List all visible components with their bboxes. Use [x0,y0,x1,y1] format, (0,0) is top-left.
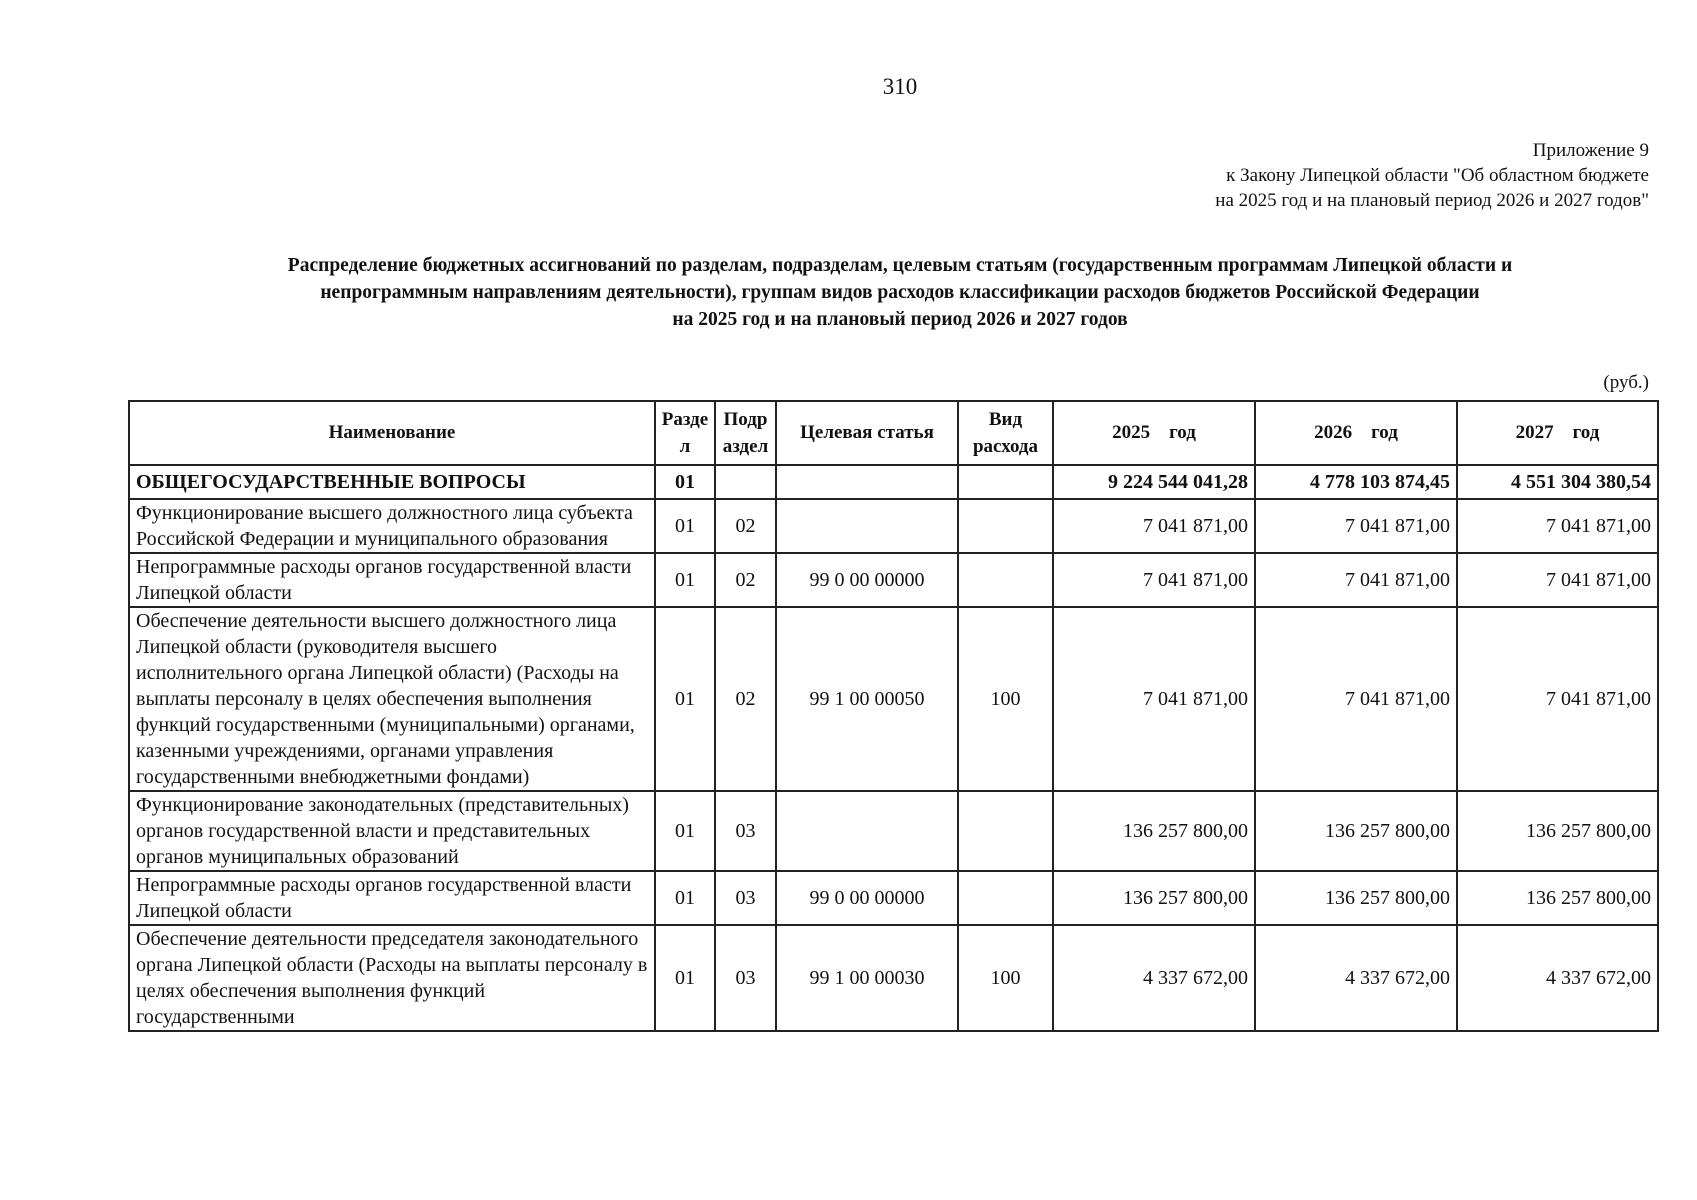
header-section [655,401,715,465]
header-subsection [715,401,776,465]
row-expense-type: 100 [958,607,1053,791]
header-section-line-2: л [679,436,691,457]
budget-table [128,400,1659,1032]
row-2027: 136 257 800,00 [1457,871,1658,925]
row-section: 01 [655,499,715,553]
table-row [129,871,1658,925]
table-header-row [129,401,1658,465]
row-target [776,791,958,871]
row-name: ОБЩЕГОСУДАРСТВЕННЫЕ ВОПРОСЫ [129,465,655,499]
appendix-line-1: Приложение 9 [1532,140,1649,161]
header-target: Целевая статья [776,401,958,465]
row-expense-type [958,553,1053,607]
row-name: Непрограммные расходы органов государственной власти Липецкой области [129,871,655,925]
row-2025: 136 257 800,00 [1053,871,1255,925]
title-line-1: Распределение бюджетных ассигнований по разделам, подразделам, целевым статьям (государственным программам Липецкой области и [287,255,1513,276]
row-2027: 136 257 800,00 [1457,791,1658,871]
row-2026: 4 337 672,00 [1255,925,1457,1031]
row-2025: 7 041 871,00 [1053,499,1255,553]
page-number: 310 [882,74,918,99]
row-target [776,465,958,499]
header-subsection-line-1: Подр [723,409,768,430]
unit-label: (руб.) [1603,372,1649,393]
header-2026: 2026 год [1255,401,1457,465]
row-2027: 7 041 871,00 [1457,553,1658,607]
row-name: Непрограммные расходы органов государственной власти Липецкой области [129,553,655,607]
appendix-line-3: на 2025 год и на плановый период 2026 и 2027 годов" [1215,190,1649,211]
row-subsection [715,465,776,499]
appendix-note [1215,138,1649,213]
row-2027: 4 551 304 380,54 [1457,465,1658,499]
appendix-line-2: к Закону Липецкой области "Об областном бюджете [1226,165,1649,186]
row-2025: 9 224 544 041,28 [1053,465,1255,499]
title-line-2: непрограммным направлениям деятельности), группам видов расходов классификации расходов бюджетов Российской Федерации [320,282,1480,303]
row-section: 01 [655,791,715,871]
row-subsection: 03 [715,871,776,925]
row-subsection: 03 [715,925,776,1031]
row-2026: 7 041 871,00 [1255,553,1457,607]
row-subsection: 02 [715,499,776,553]
row-2025: 136 257 800,00 [1053,791,1255,871]
row-target: 99 0 00 00000 [776,871,958,925]
row-expense-type [958,791,1053,871]
table-row [129,791,1658,871]
row-2026: 4 778 103 874,45 [1255,465,1457,499]
header-expense-line-1: Вид [988,409,1023,430]
row-target: 99 0 00 00000 [776,553,958,607]
table-row [129,553,1658,607]
row-subsection: 02 [715,607,776,791]
row-name: Обеспечение деятельности высшего должностного лица Липецкой области (руководителя высшего исполнительного органа Липецкой области) (Расходы на выплаты персоналу в целях обеспечения выполнения функций государственными (муниципальными) органами, казенными учреждениями, органами управления государственными внебюджетными фондами) [129,607,655,791]
title-line-3: на 2025 год и на плановый период 2026 и 2027 годов [672,309,1128,330]
header-expense-type [958,401,1053,465]
row-subsection: 03 [715,791,776,871]
row-expense-type: 100 [958,925,1053,1031]
header-section-line-1: Разде [661,409,709,430]
table-row [129,465,1658,499]
header-expense-line-2: расхода [972,436,1039,457]
row-2026: 7 041 871,00 [1255,499,1457,553]
row-section: 01 [655,553,715,607]
row-2025: 7 041 871,00 [1053,607,1255,791]
row-name: Функционирование высшего должностного лица субъекта Российской Федерации и муниципального образования [129,499,655,553]
row-2027: 7 041 871,00 [1457,499,1658,553]
row-2026: 136 257 800,00 [1255,791,1457,871]
row-2026: 7 041 871,00 [1255,607,1457,791]
table-row [129,925,1658,1031]
row-target: 99 1 00 00030 [776,925,958,1031]
header-2025: 2025 год [1053,401,1255,465]
row-section: 01 [655,925,715,1031]
row-expense-type [958,465,1053,499]
row-name: Обеспечение деятельности председателя законодательного органа Липецкой области (Расходы на выплаты персоналу в целях обеспечения выполнения функций государственными [129,925,655,1031]
table-row [129,499,1658,553]
row-target: 99 1 00 00050 [776,607,958,791]
row-2027: 7 041 871,00 [1457,607,1658,791]
row-name: Функционирование законодательных (представительных) органов государственной власти и представительных органов муниципальных образований [129,791,655,871]
row-2027: 4 337 672,00 [1457,925,1658,1031]
row-expense-type [958,499,1053,553]
header-name: Наименование [129,401,655,465]
row-2025: 4 337 672,00 [1053,925,1255,1031]
header-2027: 2027 год [1457,401,1658,465]
document-title [120,252,1680,333]
header-subsection-line-2: аздел [722,436,769,457]
row-expense-type [958,871,1053,925]
row-section: 01 [655,607,715,791]
row-subsection: 02 [715,553,776,607]
row-target [776,499,958,553]
row-2025: 7 041 871,00 [1053,553,1255,607]
row-section: 01 [655,871,715,925]
row-section: 01 [655,465,715,499]
table-row [129,607,1658,791]
row-2026: 136 257 800,00 [1255,871,1457,925]
